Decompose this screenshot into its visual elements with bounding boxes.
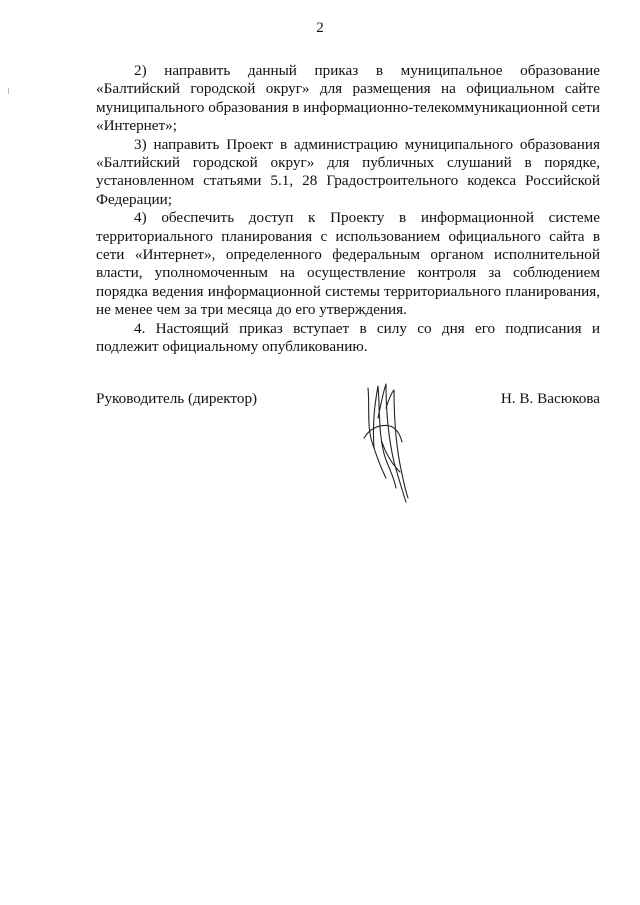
signatory-name: Н. В. Васюкова bbox=[500, 390, 600, 407]
paragraph-item-4: 4) обеспечить доступ к Проекту в информационной системе территориального планирования с использованием официального сайта в сети «Интернет», определенного федеральным органом исполнительной власти, уполномоченным на осуществление контроля за соблюдением порядка ведения информационной системы территориального планирования, не менее чем за три месяца до его утверждения. bbox=[96, 209, 600, 319]
signatory-title: Руководитель (директор) bbox=[96, 390, 258, 407]
handwritten-signature bbox=[356, 378, 418, 506]
paragraph-item-3: 3) направить Проект в администрацию муниципального образования «Балтийский городской округ» для публичных слушаний в порядке, установленном статьями 5.1, 28 Градостроительного кодекса Российской Федерации; bbox=[96, 135, 600, 208]
document-body bbox=[96, 62, 600, 357]
scan-margin-mark bbox=[8, 88, 9, 94]
paragraph-clause-4: 4. Настоящий приказ вступает в силу со дня его подписания и подлежит официальному опубликованию. bbox=[96, 319, 600, 356]
paragraph-item-2: 2) направить данный приказ в муниципальное образование «Балтийский городской округ» для размещения на официальном сайте муниципального образования в информационно-телекоммуникационной сети «Интернет»; bbox=[96, 62, 600, 135]
page-number: 2 bbox=[316, 20, 324, 36]
